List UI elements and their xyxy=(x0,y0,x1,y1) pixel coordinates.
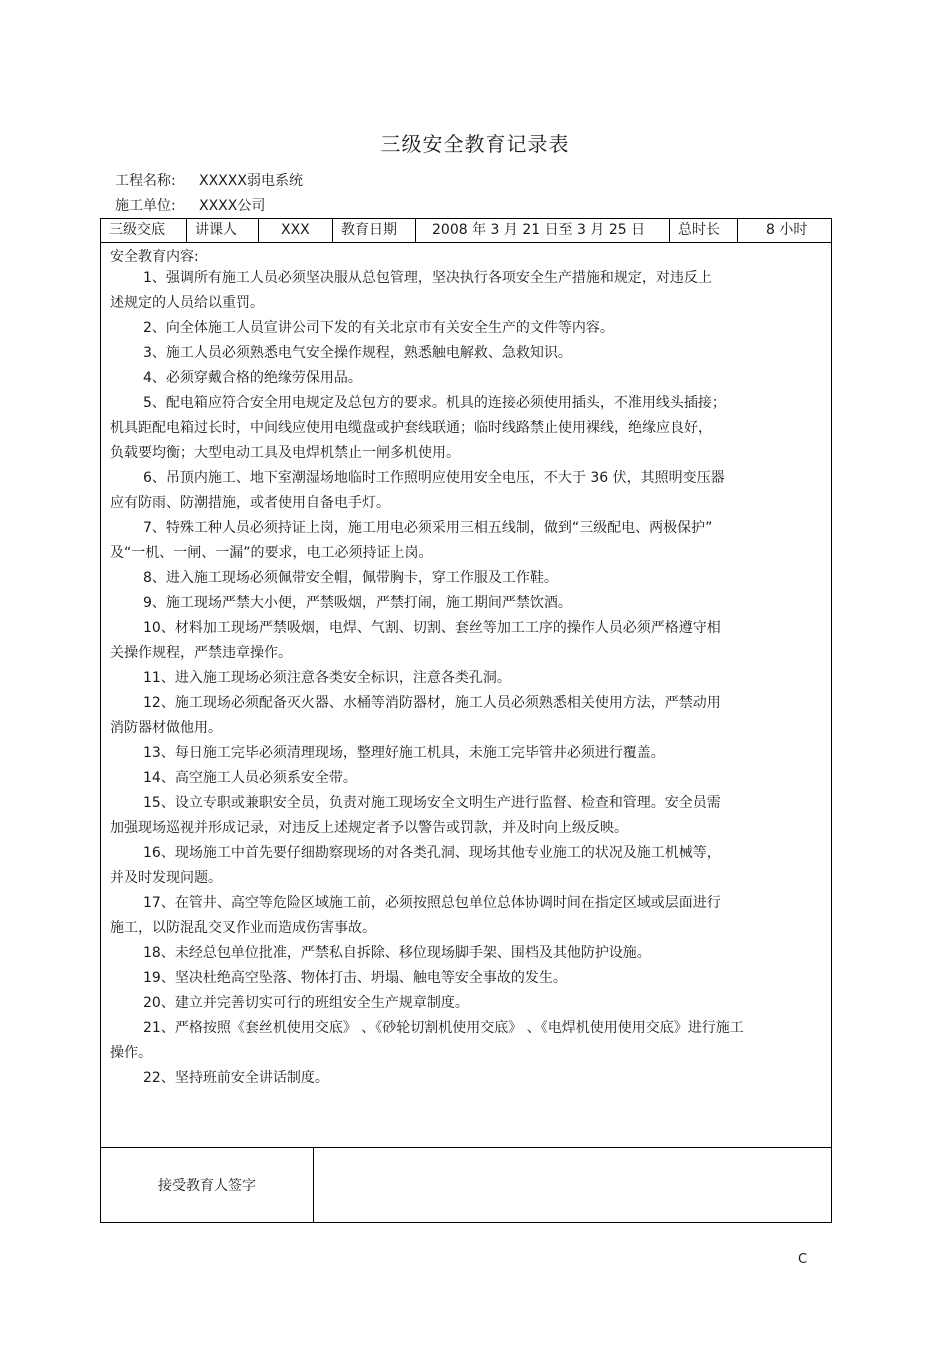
education-item-line: 16、现场施工中首先要仔细勘察现场的对各类孔洞、现场其他专业施工的状况及施工机械等， xyxy=(143,845,721,861)
education-item xyxy=(110,566,558,591)
lecturer-label-cell: 讲课人 xyxy=(187,219,259,242)
education-item-line: 负载要均衡；大型电动工具及电焊机禁止一闸多机使用。 xyxy=(110,445,460,461)
construction-unit-row xyxy=(115,195,265,215)
education-item-line: 13、每日施工完毕必须清理现场，整理好施工机具，未施工完毕管井必须进行覆盖。 xyxy=(143,745,665,761)
footer-mark: C xyxy=(798,1252,808,1267)
education-item-line: 6、吊顶内施工、地下室潮湿场地临时工作照明应使用安全电压，不大于 36 伏，其照明变压器 xyxy=(143,470,725,486)
education-item-line: 22、坚持班前安全讲话制度。 xyxy=(143,1070,329,1086)
education-item-line: 4、必须穿戴合格的绝缘劳保用品。 xyxy=(143,370,362,386)
education-item-line: 并及时发现问题。 xyxy=(110,870,222,886)
education-item-line: 9、施工现场严禁大小便，严禁吸烟，严禁打闹，施工期间严禁饮酒。 xyxy=(143,595,572,611)
education-item-line: 8、进入施工现场必须佩带安全帽，佩带胸卡，穿工作服及工作鞋。 xyxy=(143,570,558,586)
education-item xyxy=(110,516,712,566)
education-item xyxy=(110,1066,329,1091)
education-item-line: 18、未经总包单位批准，严禁私自拆除、移位现场脚手架、围档及其他防护设施。 xyxy=(143,945,651,961)
education-item xyxy=(110,941,651,966)
project-name-label: 工程名称: xyxy=(115,173,176,189)
education-item xyxy=(110,791,721,841)
education-item xyxy=(110,891,721,941)
education-item-line: 2、向全体施工人员宣讲公司下发的有关北京市有关安全生产的文件等内容。 xyxy=(143,320,614,336)
education-item xyxy=(110,1016,744,1066)
duration-value-cell: 8 小时 xyxy=(766,222,808,238)
construction-unit-label: 施工单位: xyxy=(115,198,176,214)
content-label: 安全教育内容: xyxy=(110,249,199,265)
education-item xyxy=(110,266,712,316)
education-item-line: 14、高空施工人员必须系安全带。 xyxy=(143,770,357,786)
education-item-line: 17、在管井、高空等危险区域施工前，必须按照总包单位总体协调时间在指定区域或层面进行 xyxy=(143,895,721,911)
education-content-cell xyxy=(100,242,832,1148)
date-label-cell: 教育日期 xyxy=(333,219,416,242)
education-item xyxy=(110,991,469,1016)
project-name-value: XXXXX弱电系统 xyxy=(199,173,303,189)
education-item xyxy=(110,341,572,366)
education-item xyxy=(110,966,567,991)
education-item-line: 19、坚决杜绝高空坠落、物体打击、坍塌、触电等安全事故的发生。 xyxy=(143,970,567,986)
education-item-line: 5、配电箱应符合安全用电规定及总包方的要求。机具的连接必须使用插头，不准用线头插接； xyxy=(143,395,726,411)
education-item xyxy=(110,691,721,741)
education-item xyxy=(110,466,725,516)
education-item xyxy=(110,391,726,466)
education-item-line: 机具距配电箱过长时，中间线应使用电缆盘或护套线联通；临时线路禁止使用裸线，绝缘应良好， xyxy=(110,420,712,436)
education-item-line: 应有防雨、防潮措施，或者使用自备电手灯。 xyxy=(110,495,390,511)
signature-label: 接受教育人签字 xyxy=(101,1148,314,1222)
signature-field[interactable] xyxy=(314,1148,831,1222)
education-item-line: 消防器材做他用。 xyxy=(110,720,222,736)
signature-row xyxy=(100,1147,832,1223)
education-item xyxy=(110,316,614,341)
education-item xyxy=(110,666,511,691)
education-item-line: 21、严格按照《套丝机使用交底》 、《砂轮切割机使用交底》 、《电焊机使用使用交底》进行施工 xyxy=(143,1020,744,1036)
education-item-line: 11、进入施工现场必须注意各类安全标识，注意各类孔洞。 xyxy=(143,670,511,686)
project-name-row xyxy=(115,170,303,190)
lecturer-value-cell: XXX xyxy=(259,219,333,242)
education-item xyxy=(110,841,721,891)
education-item-line: 7、特殊工种人员必须持证上岗，施工用电必须采用三相五线制，做到“三级配电、两极保护” xyxy=(143,520,713,536)
education-item-line: 加强现场巡视并形成记录，对违反上述规定者予以警告或罚款，并及时向上级反映。 xyxy=(110,820,628,836)
duration-label-cell: 总时长 xyxy=(670,219,738,242)
education-item xyxy=(110,616,721,666)
education-item xyxy=(110,366,362,391)
education-item-line: 关操作规程，严禁违章操作。 xyxy=(110,645,292,661)
education-item-line: 12、施工现场必须配备灭火器、水桶等消防器材，施工人员必须熟悉相关使用方法，严禁动用 xyxy=(143,695,721,711)
page-title: 三级安全教育记录表 xyxy=(380,132,570,156)
education-item xyxy=(110,766,357,791)
construction-unit-value: XXXX公司 xyxy=(199,198,266,214)
education-item-line: 1、强调所有施工人员必须坚决服从总包管理，坚决执行各项安全生产措施和规定，对违反上 xyxy=(143,270,712,286)
education-item-line: 20、建立并完善切实可行的班组安全生产规章制度。 xyxy=(143,995,469,1011)
education-item-line: 10、材料加工现场严禁吸烟，电焊、气割、切割、套丝等加工工序的操作人员必须严格遵守相 xyxy=(143,620,721,636)
education-item-line: 及“一机、一闸、一漏”的要求，电工必须持证上岗。 xyxy=(110,545,433,561)
education-item-line: 15、设立专职或兼职安全员，负责对施工现场安全文明生产进行监督、检查和管理。安全员需 xyxy=(143,795,721,811)
date-value-cell: 2008 年 3 月 21 日至 3 月 25 日 xyxy=(416,219,670,242)
education-item-line: 操作。 xyxy=(110,1045,152,1061)
education-item xyxy=(110,741,665,766)
education-item-line: 述规定的人员给以重罚。 xyxy=(110,295,264,311)
education-item-line: 施工，以防混乱交叉作业而造成伤害事故。 xyxy=(110,920,376,936)
education-item-line: 3、施工人员必须熟悉电气安全操作规程，熟悉触电解救、急救知识。 xyxy=(143,345,572,361)
education-item xyxy=(110,591,572,616)
education-level-cell: 三级交底 xyxy=(101,219,187,242)
header-row xyxy=(100,218,832,243)
